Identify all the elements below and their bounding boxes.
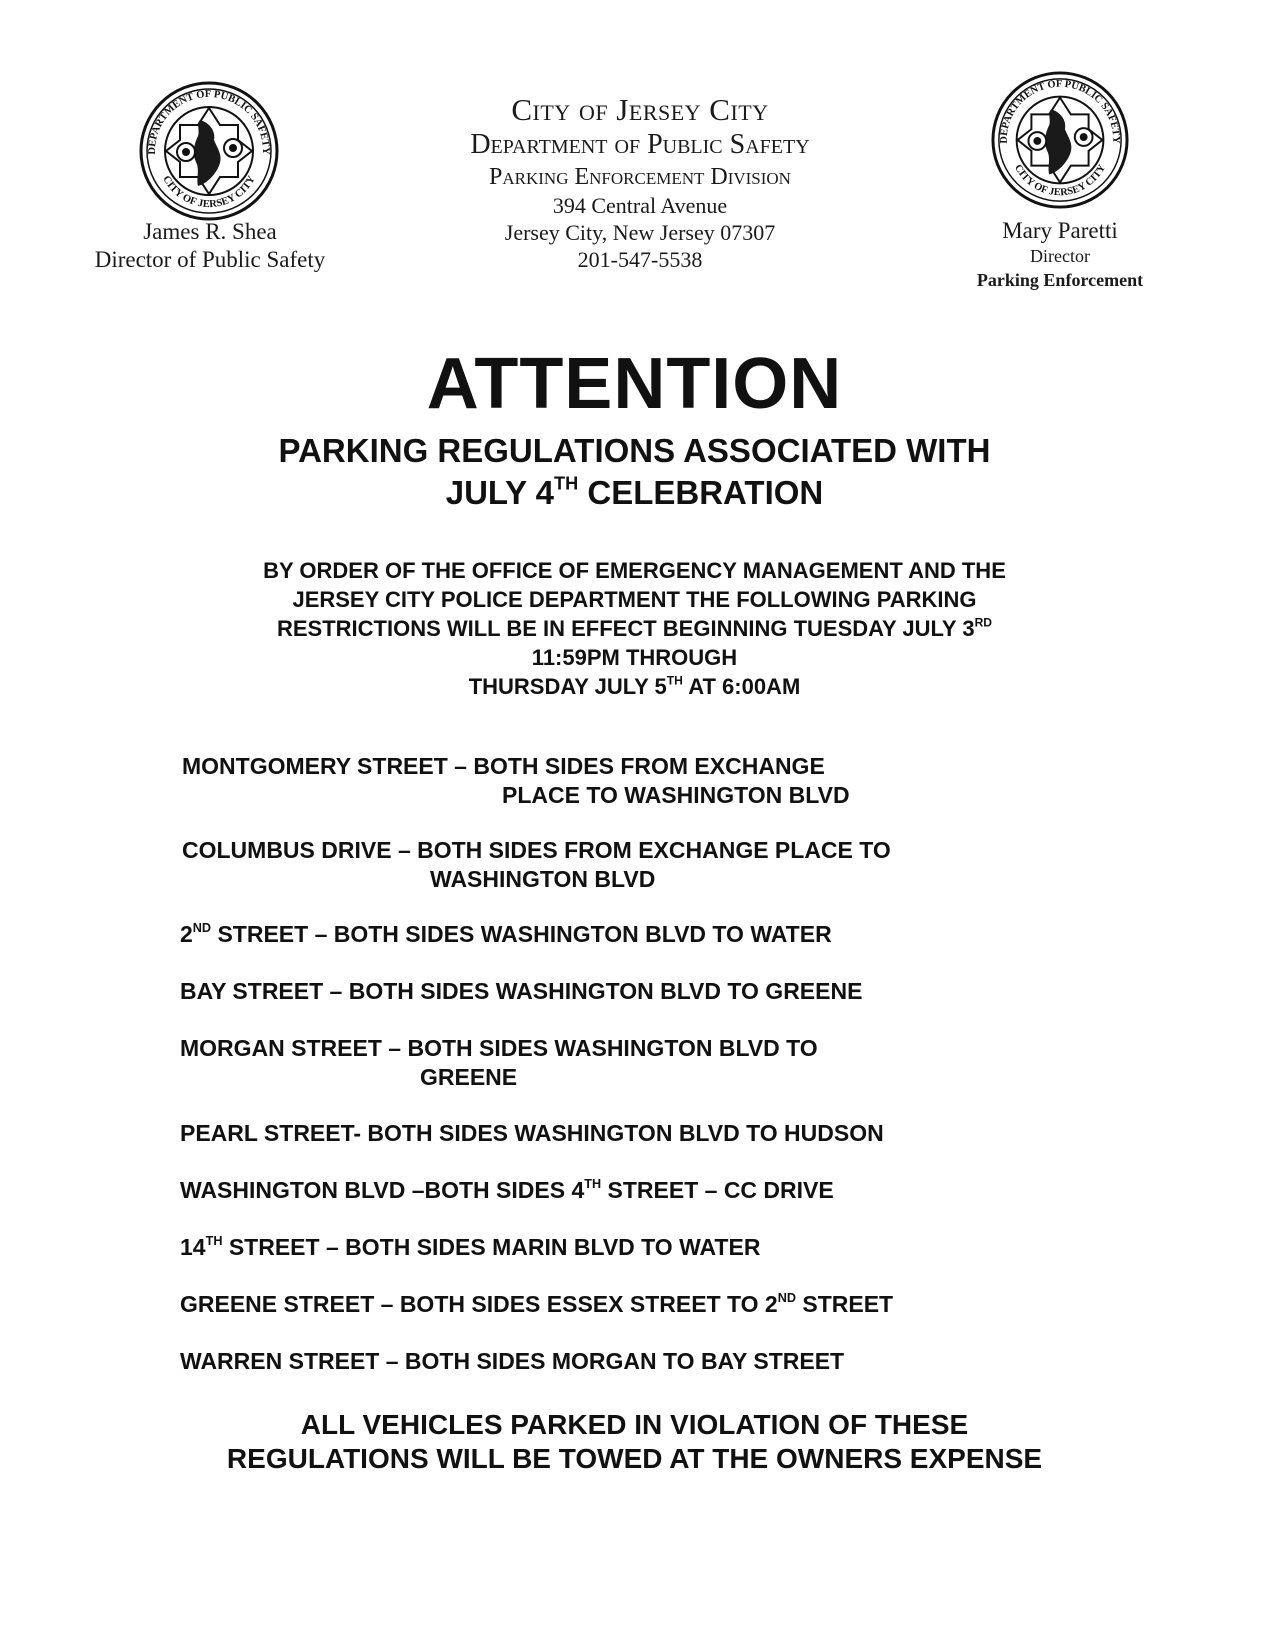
city-state-zip: Jersey City, New Jersey 07307: [504, 220, 776, 245]
seal-bottom-text: CITY OF JERSEY CITY: [160, 174, 258, 211]
restriction-bay-street: BAY STREET – BOTH SIDES WASHINGTON BLVD TO GREENE: [180, 978, 863, 1004]
towing-warning: [0, 1408, 1269, 1476]
subtitle-line-1: PARKING REGULATIONS ASSOCIATED WITH: [278, 432, 991, 469]
restriction-morgan-street: MORGAN STREET – BOTH SIDES WASHINGTON BLVD TO GREENE: [180, 1035, 818, 1090]
order-line-2: JERSEY CITY POLICE DEPARTMENT THE FOLLOWING PARKING: [292, 587, 977, 612]
letterhead: [330, 92, 950, 273]
right-official-name: Mary Paretti: [1002, 218, 1118, 243]
left-seal: [138, 80, 280, 222]
seal-top-text: DEPARTMENT OF PUBLIC SAFETY: [146, 88, 272, 155]
restriction-2nd-street: 2ND STREET – BOTH SIDES WASHINGTON BLVD TO WATER: [180, 920, 832, 947]
right-official-title: Director: [1030, 246, 1090, 266]
order-notice: [0, 556, 1269, 701]
seal-top-text: DEPARTMENT OF PUBLIC SAFETY: [998, 78, 1122, 144]
restriction-14th-street: 14TH STREET – BOTH SIDES MARIN BLVD TO WATER: [180, 1233, 761, 1260]
public-safety-seal-icon: [990, 70, 1130, 210]
restriction-columbus: COLUMBUS DRIVE – BOTH SIDES FROM EXCHANGE PLACE TO WASHINGTON BLVD: [182, 837, 891, 892]
phone-number: 201-547-5538: [577, 247, 703, 272]
subtitle-line-2: JULY 4TH CELEBRATION: [445, 473, 824, 511]
restriction-montgomery: MONTGOMERY STREET – BOTH SIDES FROM EXCHANGE PLACE TO WASHINGTON BLVD: [182, 753, 850, 808]
left-official-title: Director of Public Safety: [94, 247, 326, 272]
right-official: [955, 218, 1165, 292]
order-line-4: 11:59PM THROUGH: [531, 645, 738, 670]
restriction-washington-blvd: WASHINGTON BLVD –BOTH SIDES 4TH STREET – CC DRIVE: [180, 1176, 834, 1203]
right-seal: [990, 70, 1130, 210]
restriction-pearl-street: PEARL STREET- BOTH SIDES WASHINGTON BLVD TO HUDSON: [180, 1120, 884, 1146]
subtitle: [0, 430, 1269, 514]
seal-bottom-text: CITY OF JERSEY CITY: [1011, 162, 1109, 199]
left-official: [70, 218, 350, 274]
towing-warning-line-1: ALL VEHICLES PARKED IN VIOLATION OF THESE: [300, 1409, 969, 1440]
division-name: Parking Enforcement Division: [489, 164, 791, 190]
city-name: City of Jersey City: [511, 92, 769, 127]
department-name: Department of Public Safety: [470, 129, 810, 160]
street-address: 394 Central Avenue: [552, 193, 728, 218]
public-safety-seal-icon: [138, 80, 280, 222]
right-official-title2: Parking Enforcement: [976, 270, 1144, 290]
towing-warning-line-2: REGULATIONS WILL BE TOWED AT THE OWNERS EXPENSE: [226, 1443, 1043, 1474]
order-line-1: BY ORDER OF THE OFFICE OF EMERGENCY MANAGEMENT AND THE: [263, 558, 1006, 583]
restriction-warren-street: WARREN STREET – BOTH SIDES MORGAN TO BAY STREET: [180, 1348, 845, 1374]
order-line-3: RESTRICTIONS WILL BE IN EFFECT BEGINNING TUESDAY JULY 3RD: [276, 615, 993, 641]
page-title: ATTENTION: [426, 344, 843, 424]
restriction-greene-street: GREENE STREET – BOTH SIDES ESSEX STREET TO 2ND STREET: [180, 1290, 894, 1317]
left-official-name: James R. Shea: [143, 219, 277, 244]
order-line-5: THURSDAY JULY 5TH AT 6:00AM: [468, 673, 801, 699]
